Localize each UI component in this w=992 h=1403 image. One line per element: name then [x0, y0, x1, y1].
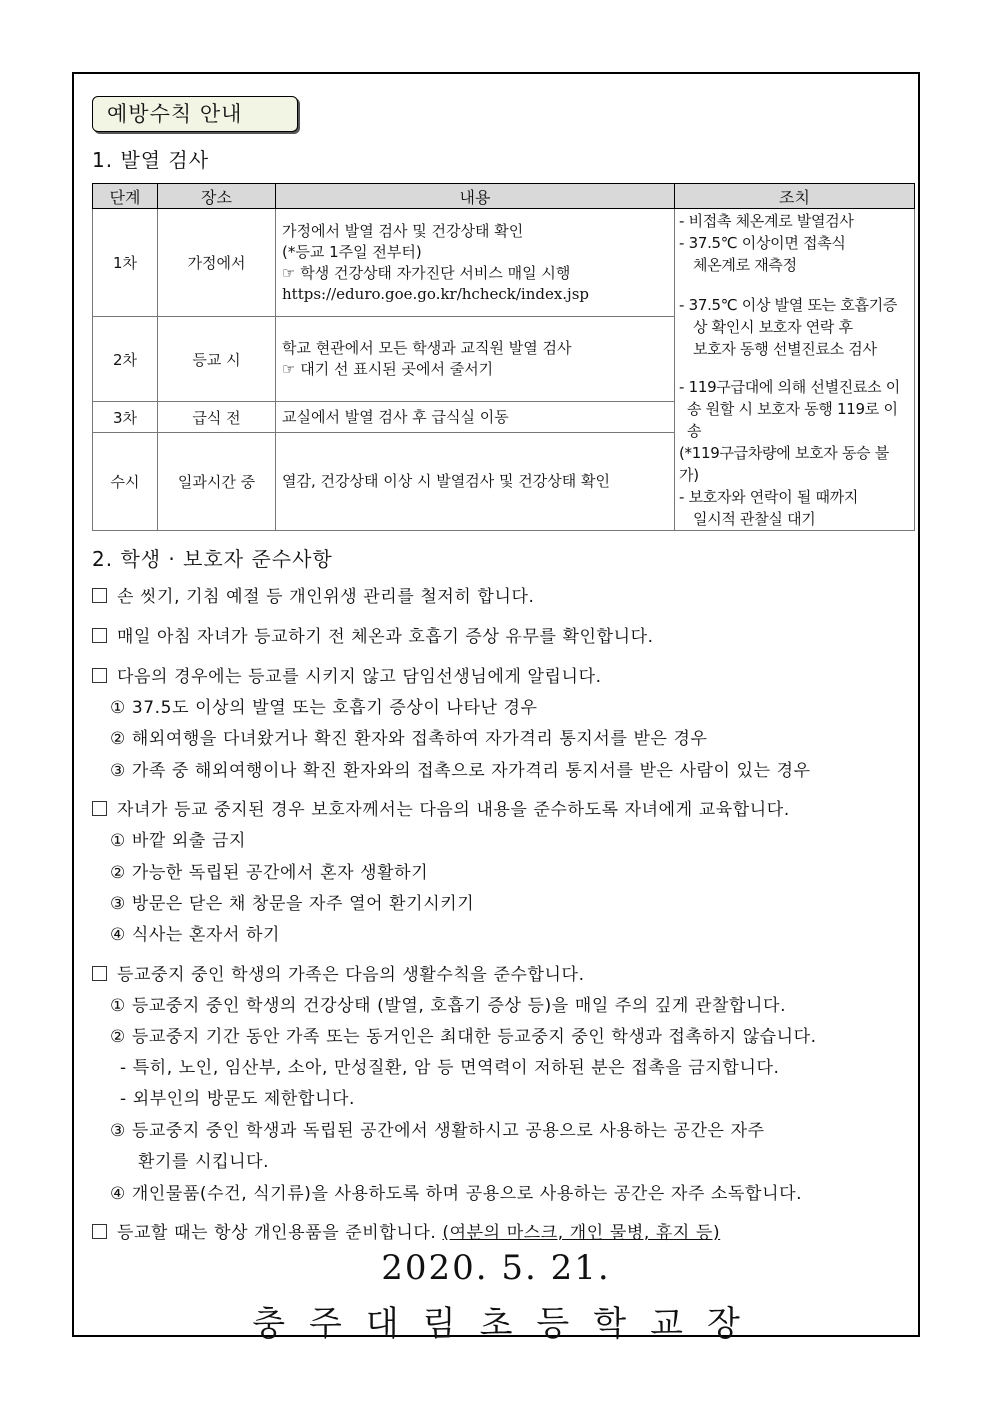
table-header-row [93, 184, 915, 209]
sub-item: ③ 등교중지 중인 학생과 독립된 공간에서 생활하시고 공용으로 사용하는 공간은 자주 [110, 1121, 765, 1141]
content-cell [276, 209, 675, 317]
action-spacer [679, 360, 911, 376]
dash-item: - 외부인의 방문도 제한합니다. [120, 1089, 356, 1109]
action-line: 일시적 관찰실 대기 [693, 510, 816, 528]
table-row [93, 209, 915, 317]
col-header: 조치 [675, 184, 915, 209]
sub-item: ③ 방문은 닫은 채 창문을 자주 열어 환기시키기 [110, 894, 475, 914]
sub-item-continuation: 환기를 시킵니다. [138, 1152, 270, 1172]
sub-item: ④ 식사는 혼자서 하기 [110, 925, 281, 945]
school-signature: 충주대림초등학교장 [252, 1304, 764, 1344]
sub-item: ② 등교중지 기간 동안 가족 또는 동거인은 최대한 등교중지 중인 학생과 접촉하지 않습니다. [110, 1027, 817, 1047]
content-cell: 교실에서 발열 검사 후 급식실 이동 [276, 402, 675, 433]
action-cell [675, 209, 915, 531]
action-line: - 보호자와 연락이 될 때까지 [679, 488, 859, 506]
checkbox-icon [92, 668, 107, 683]
content-line: 가정에서 발열 검사 및 건강상태 확인 [282, 221, 524, 240]
stage-cell: 1차 [93, 209, 158, 317]
action-line: 송 원할 시 보호자 동행 119로 이송 [687, 400, 898, 440]
col-header: 내용 [276, 184, 675, 209]
section2-title: 2. 학생 · 보호자 준수사항 [92, 547, 333, 571]
action-line: 보호자 동행 선별진료소 검사 [693, 340, 877, 358]
underlined-note: (여분의 마스크, 개인 물병, 휴지 등) [442, 1223, 721, 1243]
url-text: https://eduro.goe.go.kr/hcheck/index.jsp [282, 284, 590, 303]
action-line: - 119구급대에 의해 선별진료소 이 [679, 378, 900, 396]
col-header: 단계 [93, 184, 158, 209]
place-cell: 가정에서 [158, 209, 276, 317]
action-line: (*119구급차량에 보호자 동승 불 [679, 444, 889, 462]
content-line: (*등교 1주일 전부터) [282, 242, 422, 261]
sub-item: ② 가능한 독립된 공간에서 혼자 생활하기 [110, 863, 429, 883]
action-spacer [679, 276, 911, 294]
action-line: 가) [679, 466, 699, 484]
stage-cell: 3차 [93, 402, 158, 433]
checklist-item: 자녀가 등교 중지된 경우 보호자께서는 다음의 내용을 준수하도록 자녀에게 교육합니다. [92, 795, 790, 820]
sub-item: ① 바깥 외출 금지 [110, 831, 246, 851]
stage-cell: 수시 [93, 433, 158, 531]
section1-title: 1. 발열 검사 [92, 148, 210, 172]
stage-cell: 2차 [93, 317, 158, 402]
content-line: 학교 현관에서 모든 학생과 교직원 발열 검사 [282, 339, 572, 358]
sub-item: ④ 개인물품(수건, 식기류)을 사용하도록 하며 공용으로 사용하는 공간은 자주 소독합니다. [110, 1184, 803, 1204]
fever-check-table [92, 183, 915, 531]
checkbox-icon [92, 801, 107, 816]
content-line: ☞ 대기 선 표시된 곳에서 줄서기 [282, 360, 494, 379]
document-date: 2020. 5. 21. [381, 1248, 611, 1288]
action-line: - 37.5℃ 이상이면 접촉식 [679, 234, 846, 252]
place-cell: 등교 시 [158, 317, 276, 402]
action-line: 상 확인시 보호자 연락 후 [693, 318, 853, 336]
checklist-item: 등교할 때는 항상 개인용품을 준비합니다. (여분의 마스크, 개인 물병, 휴지 등) [92, 1218, 720, 1243]
content-cell: 열감, 건강상태 이상 시 발열검사 및 건강상태 확인 [276, 433, 675, 531]
sub-item: ① 37.5도 이상의 발열 또는 호흡기 증상이 나타난 경우 [110, 698, 538, 718]
dash-item: - 특히, 노인, 임산부, 소아, 만성질환, 암 등 면역력이 저하된 분은 접촉을 금지합니다. [120, 1058, 780, 1078]
checkbox-icon [92, 588, 107, 603]
checklist-item: 다음의 경우에는 등교를 시키지 않고 담임선생님에게 알립니다. [92, 662, 602, 687]
content-cell [276, 317, 675, 402]
col-header: 장소 [158, 184, 276, 209]
checkbox-icon [92, 628, 107, 643]
sub-item: ② 해외여행을 다녀왔거나 확진 환자와 접촉하여 자가격리 통지서를 받은 경우 [110, 729, 708, 749]
place-cell: 일과시간 중 [158, 433, 276, 531]
sub-item: ① 등교중지 중인 학생의 건강상태 (발열, 호흡기 증상 등)을 매일 주의 깊게 관찰합니다. [110, 996, 787, 1016]
action-line: 체온계로 재측정 [693, 256, 797, 274]
place-cell: 급식 전 [158, 402, 276, 433]
content-line: ☞ 학생 건강상태 자가진단 서비스 매일 시행 [282, 263, 571, 282]
sub-item: ③ 가족 중 해외여행이나 확진 환자와의 접촉으로 자가격리 통지서를 받은 사람이 있는 경우 [110, 761, 811, 781]
checklist-item: 매일 아침 자녀가 등교하기 전 체온과 호흡기 증상 유무를 확인합니다. [92, 622, 654, 647]
action-line: - 37.5℃ 이상 발열 또는 호흡기증 [679, 296, 898, 314]
action-line: - 비접촉 체온계로 발열검사 [679, 212, 854, 230]
checklist-item: 손 씻기, 기침 예절 등 개인위생 관리를 철저히 합니다. [92, 582, 535, 607]
checkbox-icon [92, 1224, 107, 1239]
heading-box: 예방수칙 안내 [92, 96, 298, 132]
checklist-item: 등교중지 중인 학생의 가족은 다음의 생활수칙을 준수합니다. [92, 960, 585, 985]
checkbox-icon [92, 966, 107, 981]
